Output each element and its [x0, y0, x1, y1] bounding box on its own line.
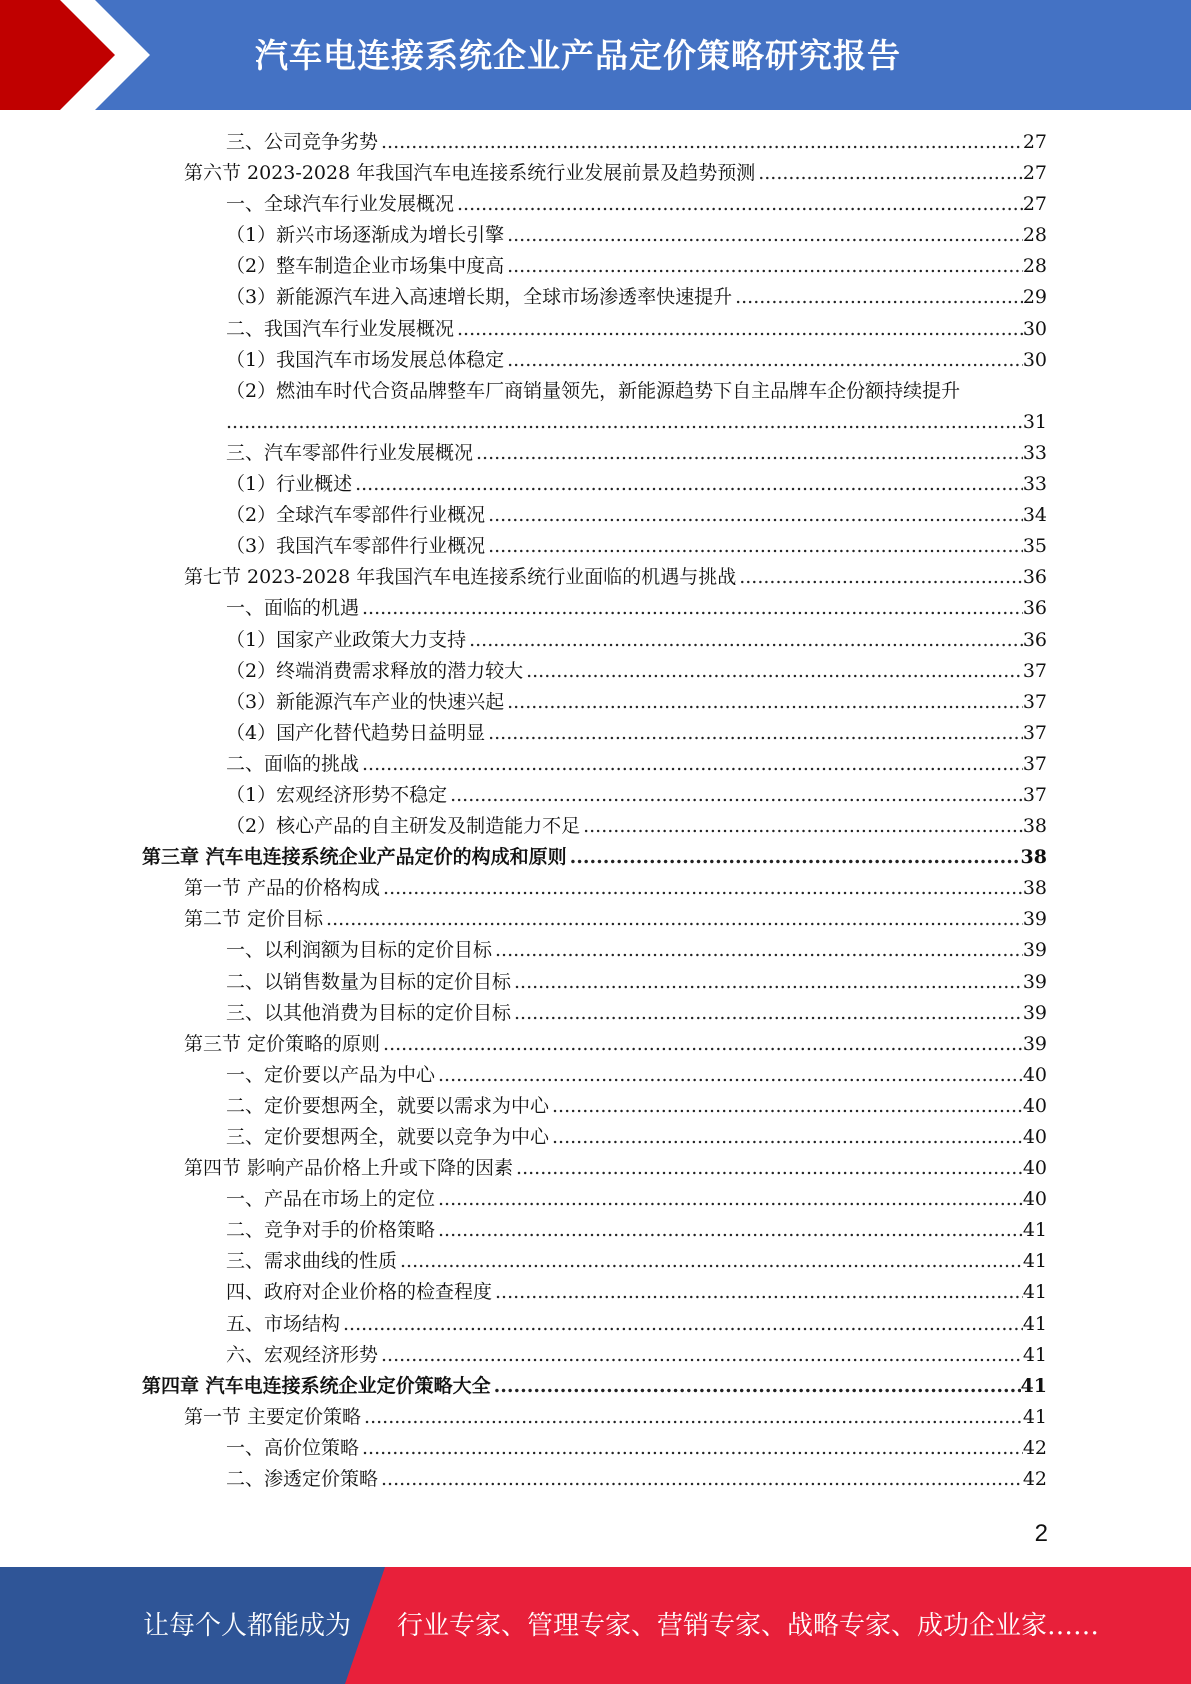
toc-entry[interactable] [0, 1091, 1191, 1122]
toc-entry-label: 一、高价位策略 [226, 1436, 360, 1459]
toc-entry-page: 33 [1022, 473, 1047, 496]
toc-dot-leader [450, 780, 1023, 811]
toc-entry-page: 41 [1022, 1219, 1047, 1242]
toc-entry[interactable] [0, 1340, 1191, 1371]
toc-entry-label: 一、产品在市场上的定位 [226, 1188, 436, 1211]
toc-entry[interactable] [0, 935, 1191, 966]
toc-entry[interactable] [0, 531, 1191, 562]
toc-entry-page: 39 [1022, 939, 1047, 962]
toc-dot-leader [526, 656, 1023, 687]
toc-dot-leader [758, 158, 1023, 189]
toc-entry-label: 一、以利润额为目标的定价目标 [226, 939, 493, 962]
toc-entry[interactable] [0, 749, 1191, 780]
toc-entry-label: 六、宏观经济形势 [226, 1343, 379, 1366]
toc-entry[interactable] [0, 1371, 1191, 1402]
toc-entry[interactable] [0, 376, 1191, 438]
toc-entry-label: 第一节 产品的价格构成 [184, 877, 381, 900]
toc-entry-page: 33 [1022, 441, 1047, 464]
toc-entry[interactable] [0, 1309, 1191, 1340]
toc-entry-label: （2）燃油车时代合资品牌整车厂商销量领先，新能源趋势下自主品牌车企份额持续提升 [226, 379, 961, 402]
toc-entry-page: 42 [1022, 1468, 1047, 1491]
toc-dot-leader [362, 593, 1023, 624]
toc-entry-label: 第三节 定价策略的原则 [184, 1032, 381, 1055]
toc-entry-page: 39 [1022, 908, 1047, 931]
toc-entry-label: （3）新能源汽车产业的快速兴起 [226, 690, 505, 713]
toc-entry-label: 第七节 2023-2028 年我国汽车电连接系统行业面临的机遇与挑战 [184, 566, 737, 589]
toc-entry[interactable] [0, 1277, 1191, 1308]
toc-entry-page: 40 [1022, 1126, 1047, 1148]
toc-dot-leader [355, 469, 1023, 500]
toc-entry-label: 三、以其他消费为目标的定价目标 [226, 1001, 512, 1024]
toc-entry-page: 31 [1022, 410, 1047, 433]
toc-entry[interactable] [0, 1433, 1191, 1464]
toc-entry-page: 40 [1022, 1094, 1047, 1117]
toc-entry[interactable] [0, 718, 1191, 749]
toc-entry-label: 三、定价要想两全，就要以竞争为中心 [226, 1126, 550, 1148]
toc-entry-page: 38 [1022, 877, 1047, 900]
toc-entry-page: 28 [1022, 255, 1047, 278]
toc-entry[interactable] [0, 1215, 1191, 1246]
toc-entry-page: 39 [1022, 1032, 1047, 1055]
toc-entry-page: 38 [1022, 815, 1047, 838]
toc-entry-label: 第二节 定价目标 [184, 908, 324, 931]
toc-dot-leader [516, 1153, 1023, 1184]
toc-entry-label: 一、面临的机遇 [226, 597, 360, 620]
toc-entry-label: 二、面临的挑战 [226, 752, 360, 775]
toc-dot-leader [488, 500, 1023, 531]
toc-dot-leader [457, 314, 1023, 345]
toc-entry[interactable] [0, 314, 1191, 345]
toc-entry[interactable] [0, 1402, 1191, 1433]
toc-entry-label: （1）我国汽车市场发展总体稳定 [226, 348, 505, 371]
toc-dot-leader [400, 1246, 1023, 1277]
toc-entry[interactable] [0, 656, 1191, 687]
toc-entry-page: 41 [1022, 1312, 1047, 1335]
toc-entry[interactable] [0, 1153, 1191, 1184]
toc-dot-leader [495, 1277, 1023, 1308]
toc-entry-label: 第三章 汽车电连接系统企业产品定价的构成和原则 [142, 846, 567, 869]
toc-entry[interactable] [0, 562, 1191, 593]
toc-entry-page: 40 [1022, 1063, 1047, 1086]
toc-dot-leader [552, 1091, 1023, 1122]
toc-entry[interactable] [0, 967, 1191, 998]
toc-entry-label: 三、汽车零部件行业发展概况 [226, 441, 474, 464]
toc-entry[interactable] [0, 127, 1191, 158]
toc-entry[interactable] [0, 1184, 1191, 1215]
toc-dot-leader [507, 345, 1023, 376]
toc-entry-page: 37 [1022, 659, 1047, 682]
toc-entry[interactable] [0, 500, 1191, 531]
toc-dot-leader [383, 873, 1023, 904]
toc-entry-page: 37 [1022, 721, 1047, 744]
toc-entry[interactable] [0, 158, 1191, 189]
toc-entry-label: 二、以销售数量为目标的定价目标 [226, 970, 512, 993]
toc-entry-page: 42 [1022, 1436, 1047, 1459]
toc-entry-label: 第四章 汽车电连接系统企业定价策略大全 [142, 1374, 491, 1397]
toc-dot-leader [735, 282, 1023, 313]
toc-entry[interactable] [0, 220, 1191, 251]
toc-entry[interactable] [0, 189, 1191, 220]
toc-entry-label: 第六节 2023-2028 年我国汽车电连接系统行业发展前景及趋势预测 [184, 162, 756, 185]
toc-dot-leader [381, 127, 1023, 158]
toc-entry-label: （3）我国汽车零部件行业概况 [226, 535, 486, 558]
page-footer-band [0, 1567, 1191, 1684]
toc-entry-page: 41 [1022, 1343, 1047, 1366]
toc-dot-leader [457, 189, 1023, 220]
toc-entry-page: 39 [1022, 1001, 1047, 1024]
footer-slogan-right: 行业专家、管理专家、营销专家、战略专家、成功企业家…… [397, 1611, 1100, 1641]
toc-entry[interactable] [0, 438, 1191, 469]
toc-entry-label: 一、定价要以产品为中心 [226, 1063, 436, 1086]
toc-entry-page: 41 [1020, 1374, 1047, 1397]
toc-entry-page: 34 [1022, 504, 1047, 527]
page-header-band [0, 0, 1191, 110]
toc-entry-label: （4）国产化替代趋势日益明显 [226, 721, 486, 744]
toc-entry[interactable] [0, 998, 1191, 1029]
toc-entry-page: 27 [1022, 131, 1047, 153]
toc-dot-leader [739, 562, 1023, 593]
toc-entry-page: 37 [1022, 752, 1047, 775]
toc-entry-label: 一、全球汽车行业发展概况 [226, 193, 455, 216]
toc-dot-leader [583, 811, 1023, 842]
toc-entry[interactable] [0, 593, 1191, 624]
toc-dot-leader [343, 1309, 1023, 1340]
toc-dot-leader [488, 718, 1023, 749]
toc-entry-label: 三、公司竞争劣势 [226, 131, 379, 153]
toc-dot-leader [438, 1215, 1023, 1246]
report-title: 汽车电连接系统企业产品定价策略研究报告 [255, 36, 901, 75]
toc-entry[interactable] [0, 282, 1191, 313]
toc-entry[interactable] [0, 1246, 1191, 1277]
footer-slogan-left: 让每个人都能成为 [143, 1611, 352, 1641]
toc-dot-leader [507, 687, 1023, 718]
toc-entry-label: （3）新能源汽车进入高速增长期，全球市场渗透率快速提升 [226, 286, 733, 309]
toc-dot-leader [381, 1464, 1023, 1495]
toc-entry-page: 27 [1022, 162, 1047, 185]
toc-entry-page: 27 [1022, 193, 1047, 216]
toc-entry-label: 第四节 影响产品价格上升或下降的因素 [184, 1157, 514, 1180]
toc-entry-page: 41 [1022, 1405, 1047, 1428]
toc-entry-label: （1）新兴市场逐渐成为增长引擎 [226, 224, 505, 247]
toc-entry-label: （2）核心产品的自主研发及制造能力不足 [226, 815, 581, 838]
toc-dot-leader [226, 407, 1023, 438]
toc-entry[interactable] [0, 251, 1191, 282]
toc-entry[interactable] [0, 1122, 1191, 1153]
header-arrow-decoration [0, 0, 160, 110]
toc-dot-leader [364, 1402, 1023, 1433]
toc-entry[interactable] [0, 842, 1191, 873]
toc-entry-page: 36 [1022, 628, 1047, 651]
toc-dot-leader [494, 1371, 1021, 1402]
toc-entry[interactable] [0, 469, 1191, 500]
toc-entry-label: （2）终端消费需求释放的潜力较大 [226, 659, 524, 682]
toc-entry[interactable] [0, 687, 1191, 718]
toc-entry-label: （2）全球汽车零部件行业概况 [226, 504, 486, 527]
toc-dot-leader [438, 1184, 1023, 1215]
toc-entry-page: 28 [1022, 224, 1047, 247]
toc-entry-label: 五、市场结构 [226, 1312, 341, 1335]
table-of-contents [0, 127, 1191, 1495]
toc-dot-leader [507, 251, 1023, 282]
toc-entry[interactable] [0, 904, 1191, 935]
toc-dot-leader [488, 531, 1023, 562]
toc-entry-page: 38 [1020, 846, 1047, 869]
toc-entry-page: 41 [1022, 1281, 1047, 1304]
toc-entry[interactable] [0, 625, 1191, 656]
toc-entry-label: 第一节 主要定价策略 [184, 1405, 362, 1428]
toc-entry-label: （1）行业概述 [226, 473, 353, 496]
toc-entry-page: 35 [1022, 535, 1047, 558]
toc-dot-leader [570, 842, 1021, 873]
toc-entry-label: （1）宏观经济形势不稳定 [226, 783, 448, 806]
toc-entry-page: 37 [1022, 783, 1047, 806]
toc-dot-leader [514, 998, 1023, 1029]
toc-entry-page: 39 [1022, 970, 1047, 993]
toc-dot-leader [381, 1340, 1023, 1371]
toc-dot-leader [326, 904, 1023, 935]
toc-entry-page: 40 [1022, 1157, 1047, 1180]
toc-entry[interactable] [0, 873, 1191, 904]
toc-entry[interactable] [0, 780, 1191, 811]
toc-entry[interactable] [0, 345, 1191, 376]
toc-dot-leader [495, 935, 1023, 966]
toc-dot-leader [383, 1029, 1023, 1060]
toc-dot-leader [552, 1122, 1023, 1153]
toc-entry-page: 36 [1022, 597, 1047, 620]
toc-entry-page: 29 [1022, 286, 1047, 309]
toc-entry-page: 40 [1022, 1188, 1047, 1211]
toc-entry-label: 二、竞争对手的价格策略 [226, 1219, 436, 1242]
toc-dot-leader [476, 438, 1023, 469]
toc-dot-leader [507, 220, 1023, 251]
toc-entry[interactable] [0, 1060, 1191, 1091]
toc-dot-leader [469, 625, 1023, 656]
toc-entry-label: （2）整车制造企业市场集中度高 [226, 255, 505, 278]
toc-entry[interactable] [0, 811, 1191, 842]
toc-dot-leader [438, 1060, 1023, 1091]
toc-entry-page: 30 [1022, 317, 1047, 340]
toc-entry[interactable] [0, 1029, 1191, 1060]
toc-entry-page: 30 [1022, 348, 1047, 371]
toc-entry-label: 四、政府对企业价格的检查程度 [226, 1281, 493, 1304]
toc-entry[interactable] [0, 1464, 1191, 1495]
toc-dot-leader [514, 967, 1023, 998]
toc-entry-label: （1）国家产业政策大力支持 [226, 628, 467, 651]
toc-entry-page: 41 [1022, 1250, 1047, 1273]
toc-dot-leader [362, 749, 1023, 780]
toc-entry-label: 二、我国汽车行业发展概况 [226, 317, 455, 340]
toc-entry-page: 36 [1022, 566, 1047, 589]
toc-entry-label: 二、渗透定价策略 [226, 1468, 379, 1491]
toc-entry-label: 三、需求曲线的性质 [226, 1250, 398, 1273]
toc-dot-leader [362, 1433, 1023, 1464]
page-number: 2 [1034, 1520, 1048, 1547]
toc-entry-page: 37 [1022, 690, 1047, 713]
toc-entry-label: 二、定价要想两全，就要以需求为中心 [226, 1094, 550, 1117]
